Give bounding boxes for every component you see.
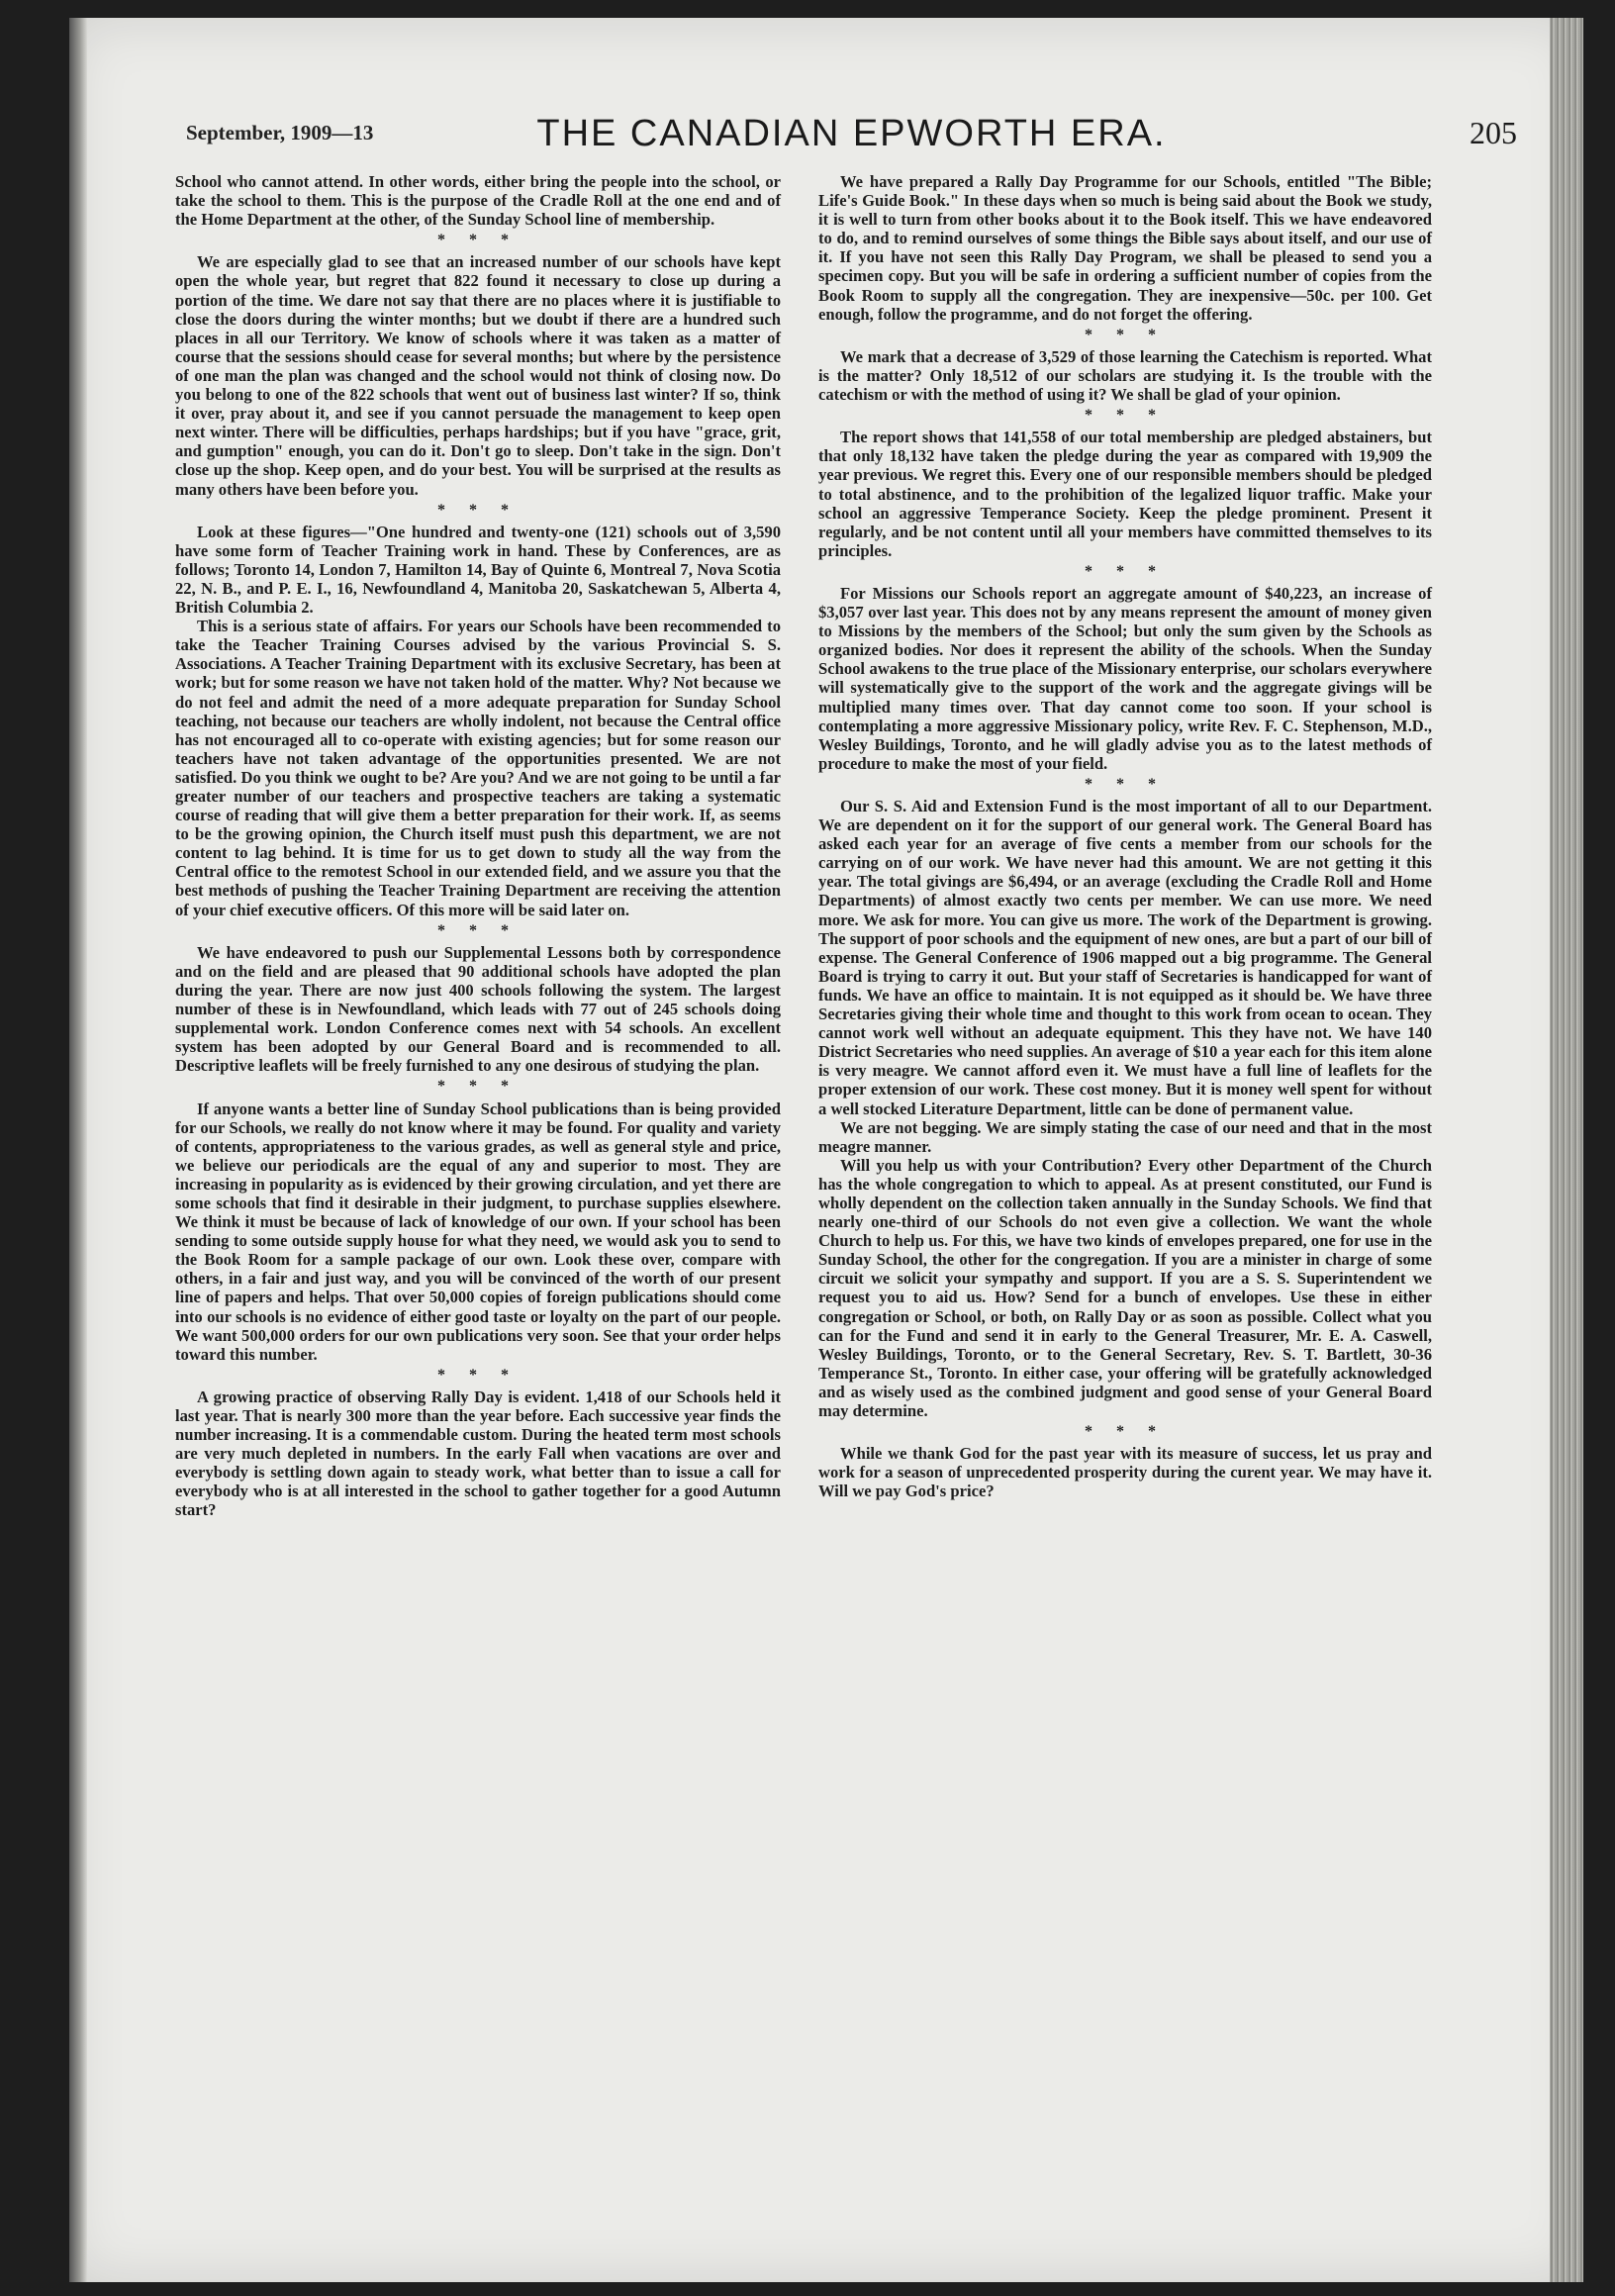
section-separator: * * * [437,921,519,939]
right-column [818,172,1432,1500]
section-separator: * * * [1085,562,1166,580]
paragraph: A growing practice of observing Rally Day is evident. 1,418 of our Schools held it last year. That is nearly 300 more than the year before. Each successive year finds the number increasing. It is a commendable custom. During the heated term most schools are very much depleted in numbers. In the early Fall when vacations are over and everybody is settling down again to steady work, what better than to issue a call for everybody who is at all interested in the school to gather together for a good Autumn start? [175,1387,781,1520]
section-separator: * * * [1085,407,1166,425]
section-separator: * * * [1085,326,1166,343]
page-number: 205 [1470,115,1517,150]
paragraph: We are especially glad to see that an increased number of our schools have kept open the whole year, but regret that 822 found it necessary to close up during a portion of the time. We dare not say that there are no places where it is justifiable to close the doors during the winter months; but we doubt if there are a hundred such places in all our Territory. We know of schools where it was taken as a matter of course that the sessions should cease for several months; but where by the persistence of one man the plan was changed and the school would not think of closing now. Do you belong to one of the 822 schools that went out of business last winter? If so, think it over, pray about it, and see if you cannot persuade the management to keep open next winter. There will be difficulties, perhaps hardships; but if you have "grace, grit, and gumption" enough, you can do it. Don't go to sleep. Don't take in the sign. Don't close up the shop. Keep open, and do your best. You will be surprised at the results as many others have been before you. [175,252,781,499]
paragraph: This is a serious state of affairs. For years our Schools have been recommended to take the Teacher Training Courses advised by the various Provincial S. S. Associations. A Teacher Training Department with its exclusive Secretary, has been at work; but for some reason we have not taken hold of the matter. Why? Not because we do not feel and admit the need of a more adequate preparation for Sunday School teaching, not because our teachers are wholly indolent, not because the Central office has not encouraged all to co-operate with existing agencies; but for some reason our teachers have not taken advantage of the opportunities presented. We are not satisfied. Do you think we ought to be? Are you? And we are not going to be until a far greater number of our teachers and prospective teachers are taking a systematic course of reading that will give them a better preparation for their work. If, as seems to be the growing opinion, the Church itself must push this department, we are not content to lag behind. It is time for us to get down to study all the way from the Central office to the remotest School in our extended field, and we assure you that the best methods of pushing the Teacher Training Department are receiving the attention of your chief executive officers. Of this more will be said later on. [175,617,781,919]
paragraph: For Missions our Schools report an aggregate amount of $40,223, an increase of $3,057 over last year. This does not by any means represent the amount of money given to Missions by the members of the School; but only the sum given by the Schools as organized bodies. Nor does it represent the ability of the schools. When the Sunday School awakens to the true place of the Missionary enterprise, our scholars everywhere will systematically give to the support of the work and the aggregate givings will be multiplied many times over. That day cannot come too soon. If your school is contemplating a more aggressive Missionary policy, write Rev. F. C. Stephenson, M.D., Wesley Buildings, Toronto, and he will gladly advise you as to the latest methods of procedure to make the most of your field. [818,583,1432,773]
section-separator: * * * [437,501,519,519]
section-separator: * * * [437,232,519,249]
page-edges [1550,18,1583,2282]
paragraph: If anyone wants a better line of Sunday School publications than is being provided for our Schools, we really do not know where it may be found. For quality and variety of contents, appropriateness to the various grades, as well as general style and price, we believe our periodicals are the equal of any and superior to most. They are increasing in popularity as is evidenced by their growing circulation, and yet there are some schools that find it desirable in their judgment, to purchase supplies elsewhere. We think it must be because of lack of knowledge of our own. If your school has been sending to some outside supply house for what they need, we would ask you to send to the Book Room for a sample package of our own. Look these over, compare with others, in a fair and just way, and you will be convinced of the worth of our present line of papers and helps. That over 50,000 copies of foreign publications should come into our schools is no evidence of either good taste or loyalty on the part of our people. We want 500,000 orders for our own publications very soon. See that your order helps toward this number. [175,1099,781,1364]
paragraph: School who cannot attend. In other words, either bring the people into the school, or take the school to them. This is the purpose of the Cradle Roll at the one end and of the Home Department at the other, of the Sunday School line of membership. [175,172,781,230]
issue-date: September, 1909—13 [186,121,374,144]
section-separator: * * * [1085,1423,1166,1441]
left-column [175,172,781,1520]
paragraph: While we thank God for the past year with its measure of success, let us pray and work for a season of unprecedented prosperity during the curent year. We may have it. Will we pay God's price? [818,1444,1432,1501]
paragraph: Look at these figures—"One hundred and twenty-one (121) schools out of 3,590 have some form of Teacher Training work in hand. These by Conferences, are as follows; Toronto 14, London 7, Hamilton 14, Bay of Quinte 6, Montreal 7, Nova Scotia 22, N. B., and P. E. I., 16, Newfoundland 4, Manitoba 20, Saskatchewan 5, Alberta 4, British Columbia 2. [175,522,781,618]
page-binding [69,18,87,2282]
paragraph: We have prepared a Rally Day Programme for our Schools, entitled "The Bible; Life's Guide Book." In these days when so much is being said about the Book we study, it is well to turn from other books about it to the Book itself. This we have endeavored to do, and to remind ourselves of some things the Bible says about itself, and our use of it. If you have not seen this Rally Day Program, we shall be pleased to send you a specimen copy. But you will be safe in ordering a sufficient number of copies from the Book Room to supply all the congregation. They are inexpensive—50c. per 100. Get enough, follow the programme, and do not forget the offering. [818,172,1432,324]
magazine-page [69,18,1583,2282]
paragraph: The report shows that 141,558 of our total membership are pledged abstainers, but that only 18,132 have taken the pledge during the year as compared with 19,909 the year previous. We regret this. Every one of our responsible members should be pledged to total abstinence, and to the prohibition of the legalized liquor traffic. Make your school an aggressive Temperance Society. Keep the pledge prominent. Present it regularly, and be not content until all your members have committed themselves to its principles. [818,428,1432,560]
paragraph: We are not begging. We are simply stating the case of our need and that in the most meagre manner. [818,1117,1432,1156]
paragraph: Will you help us with your Contribution? Every other Department of the Church has the whole congregation to which to appeal. As at present constituted, our Fund is wholly dependent on the collection taken annually in the Sunday Schools. We find that nearly one-third of our Schools do not even give a collection. We want the whole Church to help us. For this, we have two kinds of envelopes prepared, one for use in the Sunday School, the other for the congregation. If you are a minister in charge of some circuit we solicit your sympathy and support. If you are a S. S. Superintendent we request you to aid us. How? Send for a bunch of envelopes. Use these in either congregation or School, or both, on Rally Day or as soon as possible. Collect what you can for the Fund and send it in early to the General Treasurer, Mr. E. A. Caswell, Wesley Buildings, Toronto, or to the General Secretary, Rev. S. T. Bartlett, 30-36 Temperance St., Toronto. In either case, your offering will be gratefully acknowledged and as wisely used as the combined judgment and good sense of your General Board may determine. [818,1155,1432,1420]
paragraph: Our S. S. Aid and Extension Fund is the most important of all to our Department. We are dependent on it for the support of our general work. The General Board has asked each year for an average of five cents a member from our schools for the carrying on of our work. We have never had this amount. We are not getting it this year. The total givings are $6,494, or an average (excluding the Cradle Roll and Home Departments) of almost exactly two cents per member. We can use more. We need more. We ask for more. You can give us more. The work of the Department is growing. The support of poor schools and the equipment of new ones, are but a part of our bill of expense. The General Conference of 1906 mapped out a big programme. The General Board is trying to carry it out. But your staff of Secretaries is handicapped for want of funds. We have an office to maintain. It is not equipped as it should be. We have three Secretaries giving their whole time and thought to this work from ocean to ocean. They cannot work well without an adequate equipment. This they have not. We have 140 District Secretaries who need supplies. An average of $10 a year each for this item alone is very meagre. We cannot afford even it. We must have a full line of leaflets for the proper extension of our work. These cost money. But it is money well spent for without a well stocked Literature Department, little can be done of permanent value. [818,797,1432,1118]
section-separator: * * * [437,1078,519,1096]
paragraph: We mark that a decrease of 3,529 of those learning the Catechism is reported. What is the matter? Only 18,512 of our scholars are studying it. Is the trouble with the catechism or with the method of using it? We shall be glad of your opinion. [818,346,1432,405]
publication-title: THE CANADIAN EPWORTH ERA. [536,113,1167,154]
section-separator: * * * [1085,775,1166,793]
page-header [186,113,1517,162]
section-separator: * * * [437,1366,519,1384]
paragraph: We have endeavored to push our Supplemental Lessons both by correspondence and on the field and are pleased that 90 additional schools have adopted the plan during the year. There are now just 400 schools following the system. The largest number of these is in Newfoundland, which leads with 77 out of 245 schools doing supplemental work. London Conference comes next with 54 schools. An excellent system has been adopted by our General Board and is recommended to all. Descriptive leaflets will be freely furnished to any one desirous of studying the plan. [175,942,781,1076]
